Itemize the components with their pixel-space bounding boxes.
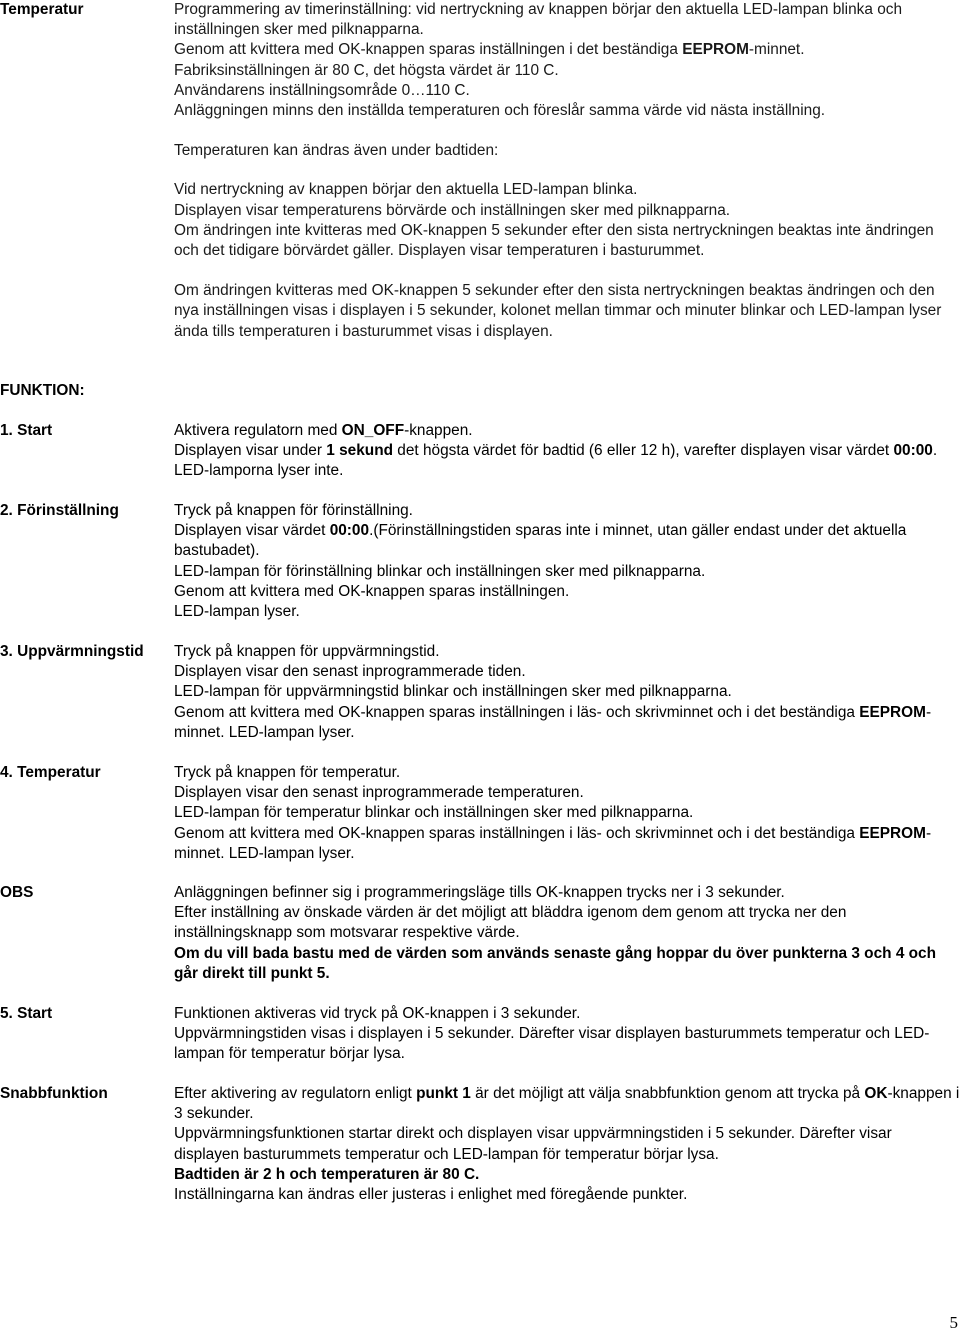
step-content: [174, 883, 960, 984]
paragraph: Genom att kvittera med OK-knappen sparas inställningen.: [174, 582, 570, 600]
paragraph: Fabriksinställningen är 80 C, det högsta värdet är 110 C.: [174, 61, 559, 79]
step-label: OBS: [0, 884, 34, 901]
step-content: [174, 763, 960, 864]
funktion-heading: FUNKTION:: [0, 382, 85, 399]
step-label: 3. Uppvärmningstid: [0, 643, 144, 660]
paragraph: Anläggningen minns den inställda temperaturen och föreslår samma värde vid nästa inställning.: [174, 102, 826, 120]
paragraph: LED-lampan för temperatur blinkar och inställningen sker med pilknapparna.: [174, 804, 694, 822]
paragraph: Om du vill bada bastu med de värden som används senaste gång hoppar du över punkterna 3 och 4 och går direkt till punkt 5.: [174, 944, 937, 982]
step-label: Snabbfunktion: [0, 1085, 108, 1102]
paragraph: Efter inställning av önskade värden är det möjligt att bläddra igenom dem genom att trycka ner den inställningsknapp som motsvarar respektive värde.: [174, 904, 847, 942]
paragraph: Uppvärmningsfunktionen startar direkt och displayen visar uppvärmningstiden i 5 sekunder. Därefter visar displayen basturummets temperatur och LED-lampan för temperatur börjar lysa.: [174, 1125, 892, 1163]
step-content: [174, 421, 960, 482]
paragraph: Temperaturen kan ändras även under badtiden:: [174, 142, 499, 160]
paragraph: Displayen visar den senast inprogrammerade tiden.: [174, 663, 526, 681]
paragraph: Genom att kvittera med OK-knappen sparas inställningen i läs- och skrivminnet och i det beständiga EEPROM-minnet. LED-lampan lyser.: [174, 824, 932, 862]
paragraph: Inställningarna kan ändras eller justeras i enlighet med föregående punkter.: [174, 1186, 688, 1204]
step-label: 2. Förinställning: [0, 502, 119, 519]
step-label: 5. Start: [0, 1005, 53, 1022]
paragraph: Om ändringen kvitteras med OK-knappen 5 sekunder efter den sista nertryckningen beaktas ändringen och den nya inställningen visas i displayen i 5 sekunder, kolonet mellan timmar och minuter blinkar och LED-lampan lyser ända tills temperaturen i basturummet visas i displayen.: [174, 282, 942, 340]
paragraph: LED-lampan för förinställning blinkar och inställningen sker med pilknapparna.: [174, 562, 706, 580]
paragraph: Displayen visar temperaturens börvärde och inställningen sker med pilknapparna.: [174, 201, 731, 219]
step-content: [174, 1004, 960, 1065]
step-label: 1. Start: [0, 422, 53, 439]
paragraph: LED-lampan för uppvärmningstid blinkar och inställningen sker med pilknapparna.: [174, 683, 732, 701]
section-label: Temperatur: [0, 1, 84, 18]
paragraph: Displayen visar den senast inprogrammerade temperaturen.: [174, 784, 584, 802]
paragraph: Vid nertryckning av knappen börjar den aktuella LED-lampan blinka.: [174, 181, 638, 199]
paragraph: Displayen visar värdet 00:00.(Förinställningstiden sparas inte i minnet, utan gäller endast under det aktuella bastubadet).: [174, 522, 907, 560]
paragraph: Badtiden är 2 h och temperaturen är 80 C.: [174, 1165, 480, 1183]
paragraph: Genom att kvittera med OK-knappen sparas inställningen i det beständiga EEPROM-minnet.: [174, 41, 805, 59]
step-content: [174, 1084, 960, 1205]
paragraph: Om ändringen inte kvitteras med OK-knappen 5 sekunder efter den sista nertryckningen beaktas inte ändringen och det tidigare börvärdet gäller. Displayen visar temperaturen i basturummet.: [174, 221, 934, 260]
paragraph: Aktivera regulatorn med ON_OFF-knappen.: [174, 422, 473, 439]
paragraph: Tryck på knappen för förinställning.: [174, 502, 413, 519]
paragraph: Användarens inställningsområde 0…110 C.: [174, 81, 470, 99]
step-content: [174, 501, 960, 622]
step-label: 4. Temperatur: [0, 764, 101, 781]
paragraph: LED-lampan lyser.: [174, 603, 300, 621]
section-content: [174, 0, 960, 342]
paragraph: Tryck på knappen för uppvärmningstid.: [174, 643, 440, 660]
paragraph: Displayen visar under 1 sekund det högsta värdet för badtid (6 eller 12 h), varefter displayen visar värdet 00:00. LED-lamporna lyser inte.: [174, 442, 938, 480]
page-number: 5: [949, 1313, 958, 1332]
paragraph: Anläggningen befinner sig i programmeringsläge tills OK-knappen trycks ner i 3 sekunder.: [174, 884, 785, 901]
paragraph: Efter aktivering av regulatorn enligt punkt 1 är det möjligt att välja snabbfunktion genom att trycka på OK-knappen i 3 sekunder.: [174, 1085, 960, 1123]
paragraph: Tryck på knappen för temperatur.: [174, 764, 401, 781]
paragraph: Funktionen aktiveras vid tryck på OK-knappen i 3 sekunder.: [174, 1005, 581, 1022]
paragraph: Programmering av timerinställning: vid nertryckning av knappen börjar den aktuella LED-lampan blinka och inställningen sker med pilknapparna.: [174, 1, 903, 39]
paragraph: Uppvärmningstiden visas i displayen i 5 sekunder. Därefter visar displayen basturummets temperatur och LED-lampan för temperatur börjar lysa.: [174, 1025, 930, 1063]
paragraph: Genom att kvittera med OK-knappen sparas inställningen i läs- och skrivminnet och i det beständiga EEPROM-minnet. LED-lampan lyser.: [174, 703, 932, 741]
step-content: [174, 642, 960, 743]
